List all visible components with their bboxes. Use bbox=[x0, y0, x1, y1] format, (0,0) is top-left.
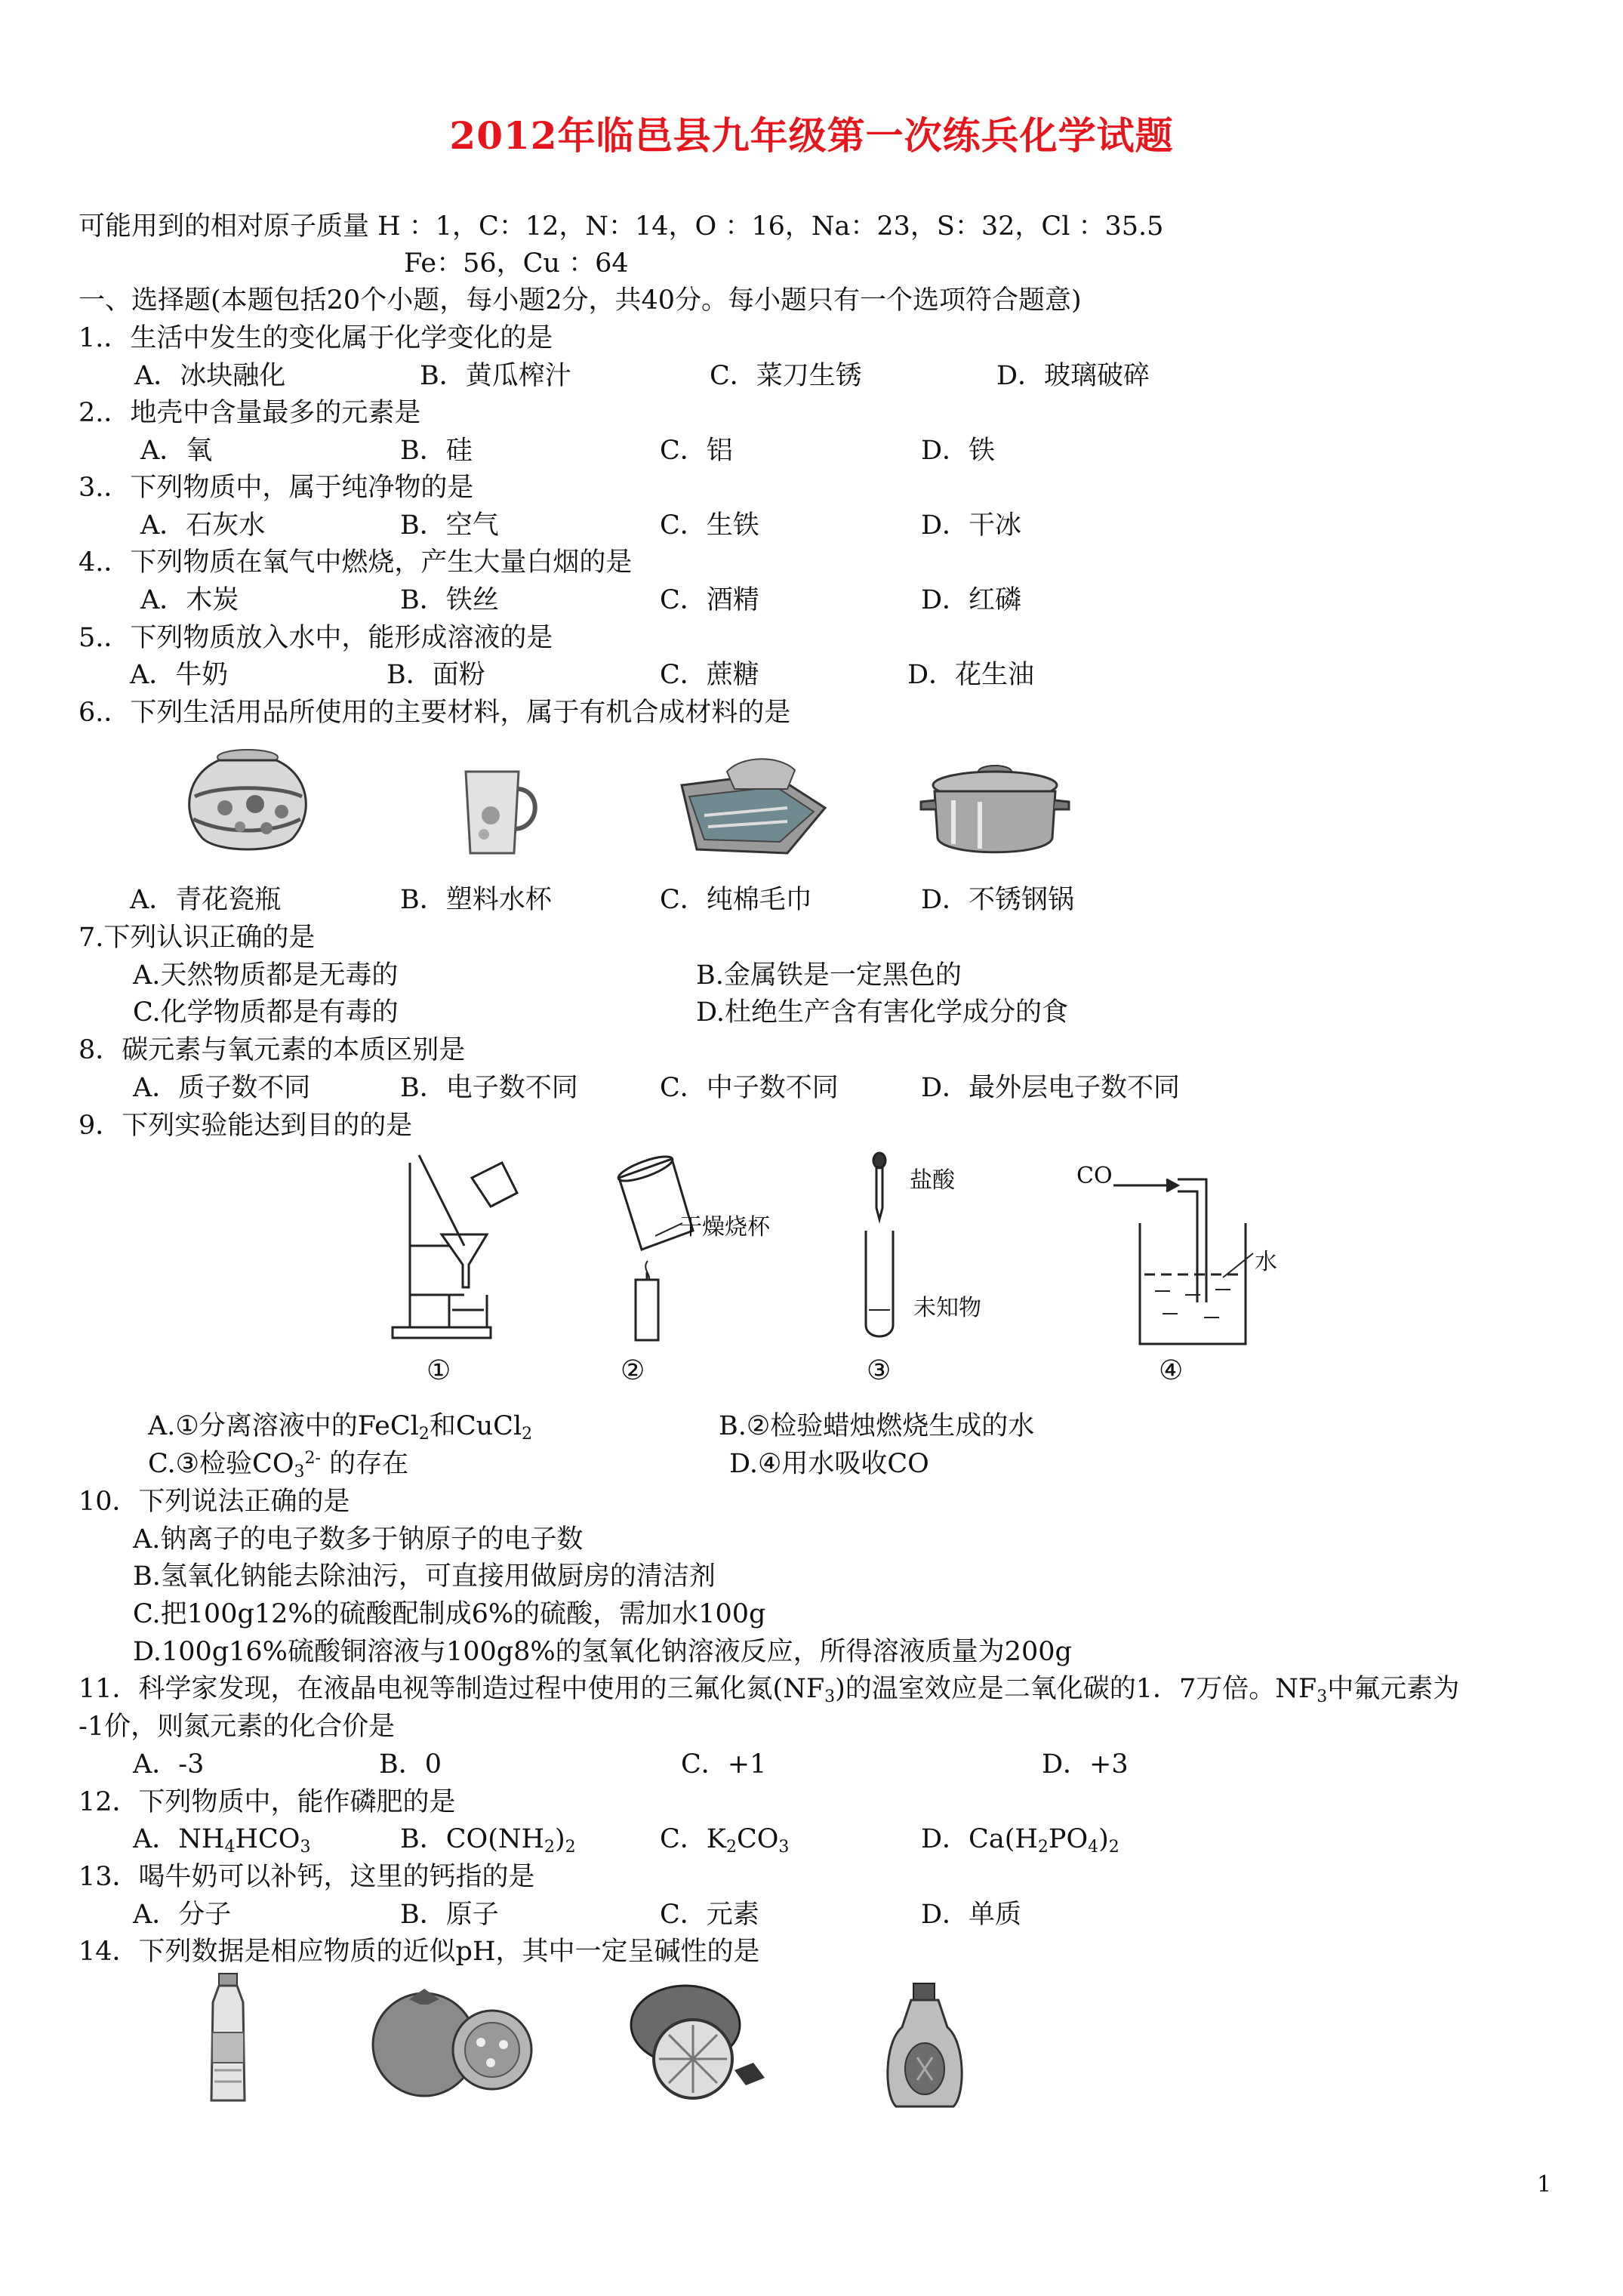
label-hydrochloric-acid: 盐酸 bbox=[910, 1167, 955, 1194]
question-10-stem: 10．下列说法正确的是 bbox=[79, 1487, 350, 1517]
steel-pot-icon bbox=[919, 755, 1070, 861]
q8-option-d: D．最外层电子数不同 bbox=[921, 1073, 1181, 1103]
question-3-stem: 3.．下列物质中，属于纯净物的是 bbox=[79, 473, 474, 503]
vase-icon bbox=[172, 744, 323, 857]
question-7-stem: 7.下列认识正确的是 bbox=[79, 923, 316, 953]
q10-option-d: D.100g16%硫酸铜溶液与100g8%的氢氧化钠溶液反应，所得溶液质量为200g bbox=[133, 1637, 1072, 1667]
test-tube-figure bbox=[857, 1151, 902, 1340]
label-line bbox=[655, 1217, 685, 1240]
q9-option-d: D.④用水吸收CO bbox=[729, 1449, 929, 1479]
water-bottle-icon bbox=[198, 1972, 258, 2108]
plastic-cup-icon bbox=[457, 763, 547, 861]
q7-option-d: D.杜绝生产含有害化学成分的食 bbox=[696, 997, 1068, 1028]
q10-option-b: B.氢氧化钠能去除油污，可直接用做厨房的清洁剂 bbox=[133, 1561, 716, 1592]
q4-option-c: C．酒精 bbox=[660, 585, 759, 615]
question-13-stem: 13．喝牛奶可以补钙，这里的钙指的是 bbox=[79, 1862, 535, 1892]
filtration-apparatus-figure bbox=[389, 1148, 532, 1344]
q7-option-b: B.金属铁是一定黑色的 bbox=[696, 960, 962, 991]
q11-option-b: B．0 bbox=[379, 1749, 442, 1780]
q9-option-b: B.②检验蜡烛燃烧生成的水 bbox=[719, 1411, 1035, 1441]
q10-option-a: A.钠离子的电子数多于钠原子的电子数 bbox=[133, 1524, 584, 1555]
q5-option-b: B．面粉 bbox=[387, 660, 485, 690]
question-4-stem: 4.．下列物质在氧气中燃烧，产生大量白烟的是 bbox=[79, 547, 633, 578]
q12-option-b: B．$CO(NH_2)_2$ bbox=[400, 1824, 576, 1857]
q13-option-c: C．元素 bbox=[660, 1900, 759, 1930]
q12-option-c: C．$K_2CO_3$ bbox=[660, 1824, 790, 1857]
atomic-mass-line-1: 可能用到的相对原子质量 H ：1，C：12，N：14，O ：16，Na：23，S：32，Cl ：35.5 bbox=[79, 211, 1164, 242]
question-8-stem: 8．碳元素与氧元素的本质区别是 bbox=[79, 1035, 466, 1065]
figure-number-3: ③ bbox=[867, 1355, 892, 1386]
q1-option-b: B．黄瓜榨汁 bbox=[420, 361, 571, 391]
figure-number-2: ② bbox=[621, 1355, 645, 1386]
q13-option-b: B．原子 bbox=[400, 1900, 499, 1930]
q1-option-d: D．玻璃破碎 bbox=[996, 361, 1150, 391]
q13-option-d: D．单质 bbox=[921, 1900, 1022, 1930]
question-11-stem: 11．科学家发现，在液晶电视等制造过程中使用的三氟化氮$(NF_3)$的温室效应是二氧化碳的1．7万倍。$NF_3$中氟元素为 bbox=[79, 1674, 1460, 1706]
q12-option-d: D．$Ca(H_2PO_4)_2$ bbox=[921, 1824, 1119, 1857]
sauce-bottle-icon bbox=[879, 1982, 970, 2110]
question-9-stem: 9．下列实验能达到目的的是 bbox=[79, 1111, 413, 1141]
q6-option-b: B．塑料水杯 bbox=[400, 885, 552, 915]
q13-option-a: A．分子 bbox=[133, 1900, 232, 1930]
q12-option-a: A．$NH_4HCO_3$ bbox=[133, 1824, 311, 1857]
q4-option-a: A．木炭 bbox=[140, 585, 239, 615]
question-1-stem: 1.．生活中发生的变化属于化学变化的是 bbox=[79, 323, 553, 353]
q5-option-c: C．蔗糖 bbox=[660, 660, 759, 690]
atomic-mass-line-2: Fe：56，Cu ：64 bbox=[404, 248, 629, 279]
question-11-stem-line-2: -1价，则氮元素的化合价是 bbox=[79, 1712, 396, 1742]
q8-option-a: A．质子数不同 bbox=[133, 1073, 311, 1103]
q3-option-d: D．干冰 bbox=[921, 510, 1022, 541]
q5-option-d: D．花生油 bbox=[907, 660, 1035, 690]
q5-option-a: A．牛奶 bbox=[130, 660, 229, 690]
q2-option-c: C．铝 bbox=[660, 436, 733, 466]
q6-option-c: C．纯棉毛巾 bbox=[660, 885, 812, 915]
q8-option-c: C．中子数不同 bbox=[660, 1073, 839, 1103]
question-6-stem: 6.．下列生活用品所使用的主要材料，属于有机合成材料的是 bbox=[79, 698, 791, 728]
q2-option-d: D．铁 bbox=[921, 436, 996, 466]
co-water-figure bbox=[1072, 1163, 1283, 1351]
q11-option-a: A．-3 bbox=[133, 1749, 205, 1780]
q9-option-c: C.③检验$CO_3^{2-}$ 的存在 bbox=[148, 1449, 409, 1481]
q1-option-a: A．冰块融化 bbox=[134, 361, 286, 391]
q6-option-d: D．不锈钢锅 bbox=[921, 885, 1075, 915]
page-title: 2012年临邑县九年级第一次练兵化学试题 bbox=[449, 113, 1174, 158]
q3-option-b: B．空气 bbox=[400, 510, 499, 541]
q3-option-a: A．石灰水 bbox=[140, 510, 266, 541]
q2-option-a: A．氧 bbox=[140, 436, 213, 466]
question-5-stem: 5.．下列物质放入水中，能形成溶液的是 bbox=[79, 623, 553, 653]
q11-option-d: D．+3 bbox=[1042, 1749, 1129, 1780]
q2-option-b: B．硅 bbox=[400, 436, 473, 466]
q4-option-b: B．铁丝 bbox=[400, 585, 499, 615]
q3-option-c: C．生铁 bbox=[660, 510, 759, 541]
label-dry-beaker: 干燥烧杯 bbox=[679, 1214, 770, 1240]
section-1-header: 一、选择题(本题包括20个小题，每小题2分，共40分。每小题只有一个选项符合题意) bbox=[79, 285, 1082, 316]
label-co: CO bbox=[1076, 1163, 1113, 1189]
q1-option-c: C．菜刀生锈 bbox=[710, 361, 862, 391]
towel-icon bbox=[674, 755, 833, 861]
label-unknown-substance: 未知物 bbox=[913, 1295, 981, 1321]
question-14-stem: 14．下列数据是相应物质的近似pH，其中一定呈碱性的是 bbox=[79, 1937, 760, 1967]
question-12-stem: 12．下列物质中，能作磷肥的是 bbox=[79, 1787, 456, 1817]
q11-option-c: C．+1 bbox=[681, 1749, 767, 1780]
candle-beaker-figure bbox=[596, 1148, 710, 1344]
q8-option-b: B．电子数不同 bbox=[400, 1073, 578, 1103]
q7-option-c: C.化学物质都是有毒的 bbox=[133, 997, 399, 1028]
q6-option-a: A．青花瓷瓶 bbox=[130, 885, 282, 915]
q7-option-a: A.天然物质都是无毒的 bbox=[133, 960, 399, 991]
question-2-stem: 2.．地壳中含量最多的元素是 bbox=[79, 398, 421, 428]
label-water: 水 bbox=[1255, 1249, 1277, 1275]
q9-option-a: A.①分离溶液中的FeCl$_2$和CuCl$_2$ bbox=[148, 1411, 533, 1444]
q4-option-d: D．红磷 bbox=[921, 585, 1022, 615]
page-number: 1 bbox=[1537, 2171, 1552, 2198]
lemon-icon bbox=[621, 1980, 772, 2100]
q10-option-c: C.把100g12%的硫酸配制成6%的硫酸，需加水100g bbox=[133, 1599, 766, 1629]
figure-number-1: ① bbox=[427, 1355, 451, 1386]
figure-number-4: ④ bbox=[1159, 1355, 1184, 1386]
tomato-icon bbox=[364, 1978, 537, 2099]
